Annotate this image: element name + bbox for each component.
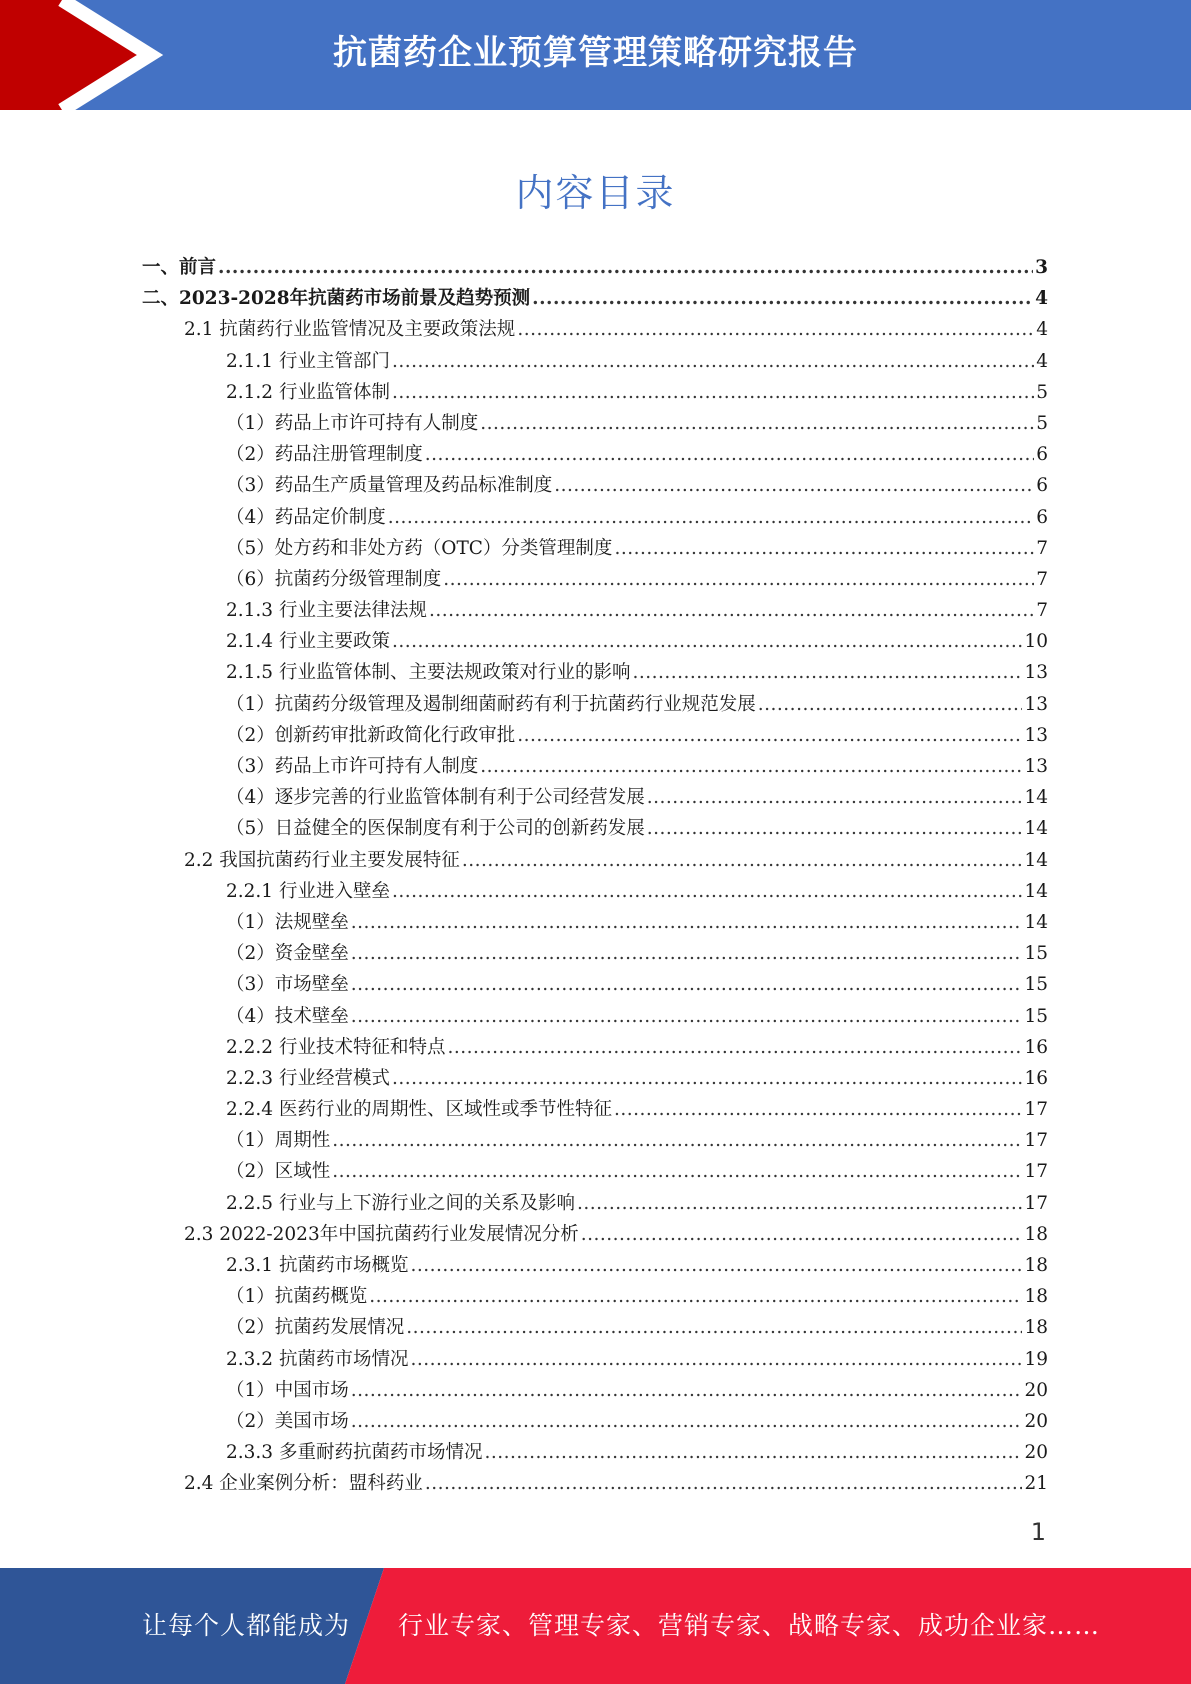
toc-dot-leader: [614, 1099, 1022, 1120]
toc-dot-leader: [410, 1349, 1022, 1370]
toc-entry-title: 2.1.2 行业监管体制: [226, 381, 390, 403]
toc-entry[interactable]: [142, 1438, 1048, 1469]
toc-entry-title: 2.2 我国抗菌药行业主要发展特征: [184, 849, 460, 871]
toc-entry-page: 13: [1024, 693, 1048, 715]
toc-dot-leader: [218, 257, 1033, 278]
toc-entry-title: （2）药品注册管理制度: [226, 444, 423, 466]
toc-entry-page: 14: [1024, 787, 1048, 809]
toc-entry[interactable]: [142, 1220, 1048, 1251]
page-header: [0, 0, 1191, 110]
toc-entry-title: （1）抗菌药概览: [226, 1286, 368, 1308]
toc-entry[interactable]: [142, 409, 1048, 440]
toc-dot-leader: [484, 1442, 1022, 1463]
toc-entry[interactable]: [142, 284, 1048, 315]
footer-slogan-right: 行业专家、管理专家、营销专家、战略专家、成功企业家……: [398, 1611, 1101, 1640]
toc-entry[interactable]: [142, 1064, 1048, 1095]
toc-entry-page: 16: [1024, 1036, 1048, 1058]
toc-entry[interactable]: [142, 690, 1048, 721]
toc-entry[interactable]: [142, 1251, 1048, 1282]
toc-entry[interactable]: [142, 1313, 1048, 1344]
toc-dot-leader: [392, 881, 1022, 902]
toc-entry-title: （2）抗菌药发展情况: [226, 1317, 405, 1339]
toc-entry-title: 2.1.1 行业主管部门: [226, 350, 390, 372]
toc-dot-leader: [369, 1286, 1022, 1307]
toc-entry-title: 一、前言: [142, 257, 217, 278]
toc-entry-title: 2.2.3 行业经营模式: [226, 1067, 390, 1089]
toc-entry-page: 15: [1024, 1005, 1048, 1027]
toc-dot-leader: [480, 756, 1022, 777]
toc-entry[interactable]: [142, 1002, 1048, 1033]
toc-entry-title: 2.1.5 行业监管体制、主要法规政策对行业的影响: [226, 662, 631, 684]
toc-entry-page: 14: [1024, 911, 1048, 933]
toc-entry-title: （2）资金壁垒: [226, 943, 349, 965]
toc-dot-leader: [351, 1411, 1023, 1432]
toc-entry[interactable]: [142, 1469, 1048, 1500]
toc-dot-leader: [554, 475, 1034, 496]
toc-entry[interactable]: [142, 939, 1048, 970]
toc-dot-leader: [429, 600, 1034, 621]
toc-dot-leader: [392, 631, 1022, 652]
toc-entry-page: 21: [1024, 1473, 1048, 1495]
toc-entry[interactable]: [142, 565, 1048, 596]
toc-entry-page: 17: [1024, 1161, 1048, 1183]
toc-entry[interactable]: [142, 378, 1048, 409]
toc-entry[interactable]: [142, 846, 1048, 877]
toc-entry-title: 二、2023-2028年抗菌药市场前景及趋势预测: [142, 288, 531, 310]
page-footer: [0, 1568, 1191, 1684]
toc-entry[interactable]: [142, 721, 1048, 752]
toc-entry-title: （2）创新药审批新政简化行政审批: [226, 724, 516, 746]
toc-entry-title: 2.3.1 抗菌药市场概览: [226, 1255, 409, 1276]
toc-entry-page: 14: [1024, 849, 1048, 871]
toc-entry[interactable]: [142, 908, 1048, 939]
toc-entry-title: 2.3.3 多重耐药抗菌药市场情况: [226, 1442, 483, 1464]
toc-dot-leader: [443, 569, 1034, 590]
toc-entry[interactable]: [142, 1157, 1048, 1188]
toc-dot-leader: [351, 943, 1023, 964]
toc-dot-leader: [517, 319, 1034, 340]
toc-entry-title: （1）中国市场: [226, 1379, 349, 1401]
toc-entry[interactable]: [142, 814, 1048, 845]
toc-entry-title: 2.1.3 行业主要法律法规: [226, 600, 427, 622]
toc-entry-page: 20: [1024, 1410, 1048, 1432]
toc-entry-page: 7: [1036, 568, 1048, 590]
toc-entry-title: （1）药品上市许可持有人制度: [226, 412, 479, 434]
toc-entry-title: （3）药品生产质量管理及药品标准制度: [226, 475, 553, 497]
toc-entry[interactable]: [142, 1282, 1048, 1313]
toc-entry-page: 17: [1024, 1099, 1048, 1121]
toc-entry[interactable]: [142, 1407, 1048, 1438]
toc-heading: 内容目录: [515, 171, 676, 215]
toc-entry[interactable]: [142, 627, 1048, 658]
toc-entry-title: （5）处方药和非处方药（OTC）分类管理制度: [226, 537, 613, 559]
toc-entry[interactable]: [142, 1126, 1048, 1157]
report-title: 抗菌药企业预算管理策略研究报告: [333, 33, 858, 73]
toc-entry[interactable]: [142, 1376, 1048, 1407]
toc-entry-page: 7: [1036, 600, 1048, 622]
toc-entry-title: 2.3.2 抗菌药市场情况: [226, 1348, 409, 1370]
toc-entry-page: 6: [1036, 506, 1048, 528]
toc-dot-leader: [632, 662, 1022, 683]
toc-dot-leader: [425, 444, 1034, 465]
page-number: 1: [1030, 1518, 1046, 1546]
toc-entry-page: 7: [1036, 537, 1048, 559]
toc-entry-title: 2.2.4 医药行业的周期性、区域性或季节性特征: [226, 1099, 612, 1121]
toc-dot-leader: [392, 382, 1034, 403]
toc-entry-page: 20: [1024, 1379, 1048, 1401]
toc-entry[interactable]: [142, 970, 1048, 1001]
toc-entry-title: 2.4 企业案例分析：盟科药业: [184, 1473, 423, 1495]
toc-entry-page: 13: [1024, 756, 1048, 777]
toc-entry-title: （3）市场壁垒: [226, 974, 349, 996]
toc-dot-leader: [425, 1473, 1023, 1494]
toc-entry[interactable]: [142, 1189, 1048, 1220]
toc-entry-title: （1）法规壁垒: [226, 911, 349, 933]
toc-entry-title: （1）抗菌药分级管理及遏制细菌耐药有利于抗菌药行业规范发展: [226, 693, 756, 715]
toc-dot-leader: [577, 1193, 1022, 1214]
toc-entry-page: 13: [1024, 724, 1048, 746]
toc-entry-title: （5）日益健全的医保制度有利于公司的创新药发展: [226, 818, 645, 840]
toc-entry-page: 16: [1024, 1067, 1048, 1089]
toc-entry-page: 4: [1036, 350, 1048, 372]
toc-entry-title: 2.1.4 行业主要政策: [226, 631, 390, 653]
toc-entry-page: 18: [1024, 1286, 1048, 1308]
toc-entry[interactable]: [142, 471, 1048, 502]
toc-entry-title: 2.2.5 行业与上下游行业之间的关系及影响: [226, 1192, 575, 1214]
footer-slogan-left: 让每个人都能成为: [142, 1611, 351, 1640]
toc-entry-page: 20: [1024, 1442, 1048, 1464]
toc-entry-page: 6: [1036, 475, 1048, 497]
toc-dot-leader: [392, 351, 1034, 372]
toc-entry-page: 6: [1036, 444, 1048, 466]
toc-entry[interactable]: [142, 1345, 1048, 1376]
toc-dot-leader: [351, 1380, 1023, 1401]
toc-entry[interactable]: [142, 503, 1048, 534]
toc-entry-page: 17: [1024, 1130, 1048, 1152]
toc-entry-page: 15: [1024, 974, 1048, 996]
toc-entry-title: （2）美国市场: [226, 1410, 349, 1432]
toc-entry[interactable]: [142, 596, 1048, 627]
toc-dot-leader: [647, 818, 1023, 839]
toc-dot-leader: [332, 1130, 1022, 1151]
toc-dot-leader: [758, 694, 1023, 715]
toc-entry[interactable]: [142, 534, 1048, 565]
toc-dot-leader: [410, 1255, 1022, 1276]
toc-entry-title: （1）周期性: [226, 1130, 331, 1152]
toc-entry[interactable]: [142, 253, 1048, 284]
toc-entry[interactable]: [142, 877, 1048, 908]
toc-entry-title: （3）药品上市许可持有人制度: [226, 756, 479, 777]
toc-dot-leader: [614, 538, 1034, 559]
toc-entry-title: 2.2.2 行业技术特征和特点: [226, 1036, 446, 1058]
toc-dot-leader: [647, 787, 1023, 808]
table-of-contents: [142, 253, 1048, 1501]
toc-dot-leader: [351, 974, 1023, 995]
toc-entry-page: 14: [1024, 880, 1048, 902]
toc-entry[interactable]: [142, 658, 1048, 689]
toc-dot-leader: [447, 1037, 1022, 1058]
toc-dot-leader: [351, 1006, 1023, 1027]
toc-entry-page: 18: [1024, 1317, 1048, 1339]
toc-entry-page: 5: [1036, 412, 1048, 434]
toc-entry-page: 4: [1035, 288, 1048, 310]
toc-entry-page: 3: [1035, 257, 1048, 278]
toc-entry-page: 18: [1024, 1255, 1048, 1276]
toc-entry-title: 2.2.1 行业进入壁垒: [226, 880, 390, 902]
toc-entry-title: （2）区域性: [226, 1161, 331, 1183]
toc-entry-page: 13: [1024, 662, 1048, 684]
toc-entry[interactable]: [142, 347, 1048, 378]
toc-dot-leader: [462, 850, 1023, 871]
toc-entry-page: 15: [1024, 943, 1048, 965]
toc-entry-title: 2.3 2022-2023年中国抗菌药行业发展情况分析: [184, 1223, 579, 1245]
toc-dot-leader: [581, 1224, 1023, 1245]
toc-entry-page: 17: [1024, 1192, 1048, 1214]
toc-entry-page: 10: [1024, 631, 1048, 653]
toc-entry-page: 4: [1036, 319, 1048, 341]
toc-entry[interactable]: [142, 440, 1048, 471]
toc-entry[interactable]: [142, 1033, 1048, 1064]
toc-entry-page: 14: [1024, 818, 1048, 840]
toc-entry-title: （4）药品定价制度: [226, 506, 386, 528]
toc-entry-title: （4）逐步完善的行业监管体制有利于公司经营发展: [226, 787, 645, 809]
toc-dot-leader: [388, 507, 1034, 528]
toc-entry-page: 19: [1024, 1348, 1048, 1370]
toc-entry-title: （4）技术壁垒: [226, 1005, 349, 1027]
toc-dot-leader: [480, 413, 1034, 434]
toc-dot-leader: [517, 725, 1022, 746]
toc-entry[interactable]: [142, 752, 1048, 783]
toc-entry-page: 18: [1024, 1223, 1048, 1245]
toc-entry[interactable]: [142, 1095, 1048, 1126]
toc-entry[interactable]: [142, 315, 1048, 346]
toc-entry[interactable]: [142, 783, 1048, 814]
toc-dot-leader: [351, 912, 1023, 933]
toc-entry-title: （6）抗菌药分级管理制度: [226, 568, 442, 590]
toc-dot-leader: [406, 1317, 1022, 1338]
toc-entry-title: 2.1 抗菌药行业监管情况及主要政策法规: [184, 319, 516, 341]
toc-dot-leader: [332, 1161, 1022, 1182]
toc-entry-page: 5: [1036, 381, 1048, 403]
toc-dot-leader: [532, 288, 1033, 309]
toc-dot-leader: [392, 1068, 1022, 1089]
